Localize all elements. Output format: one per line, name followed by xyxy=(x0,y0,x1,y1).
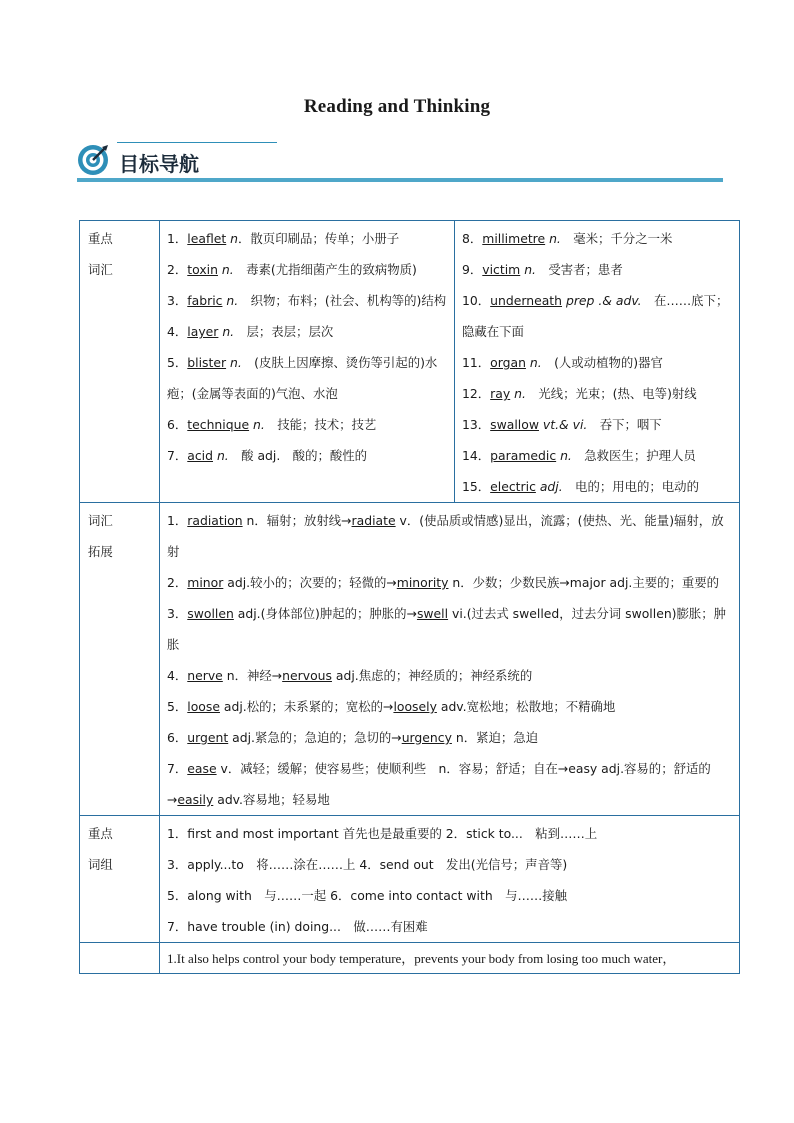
vocab-ext-entry: 1．radiation n．辐射；放射线→radiate v．(使品质或情感)显出，流露；(使热、光、能量)辐射，放射 xyxy=(167,513,724,559)
key-vocab-left xyxy=(160,221,455,503)
phrase-line: 5．along with 与……一起 6．come into contact with 与……接触 xyxy=(167,888,568,903)
row-header: 重点 词组 xyxy=(80,816,160,943)
phrase-line: 1．first and most important 首先也是最重要的 2．stick to... 粘到……上 xyxy=(167,826,598,841)
vocab-ext-entry: 3．swollen adj.(身体部位)肿起的；肿胀的→swell vi.(过去式 swelled，过去分词 swollen)膨胀；肿胀 xyxy=(167,606,727,652)
table-row xyxy=(80,503,740,816)
sentence-line: 1.It also helps control your body temperature，prevents your body from losing too much water， xyxy=(167,951,676,966)
vocab-entry: 6．technique n. 技能；技术；技艺 xyxy=(167,417,377,432)
section-label: 目标导航 xyxy=(119,152,199,176)
vocab-entry: 10．underneath prep .& adv. 在……底下；隐藏在下面 xyxy=(462,293,729,339)
vocab-entry: 15．electric adj. 电的；用电的；电动的 xyxy=(462,479,699,494)
vocab-entry: 4．layer n. 层；表层；层次 xyxy=(167,324,334,339)
row-header: 重点 词汇 xyxy=(80,221,160,503)
phrase-line: 3．apply...to 将……涂在……上 4．send out 发出(光信号；声音等) xyxy=(167,857,568,872)
table-row xyxy=(80,943,740,974)
section-header xyxy=(77,140,725,184)
sentences-cell xyxy=(160,943,740,974)
vocab-ext-entry: 5．loose adj.松的；未系紧的；宽松的→loosely adv.宽松地；松散地；不精确地 xyxy=(167,699,616,714)
key-vocab-right xyxy=(455,221,740,503)
vocab-entry: 1．leaflet n．散页印刷品；传单；小册子 xyxy=(167,231,400,246)
header-bottom-rule xyxy=(77,178,723,182)
header-top-rule xyxy=(117,142,277,143)
table-row xyxy=(80,816,740,943)
row-header xyxy=(80,943,160,974)
vocab-entry: 8．millimetre n. 毫米；千分之一米 xyxy=(462,231,673,246)
key-phrases-cell xyxy=(160,816,740,943)
vocab-entry: 13．swallow vt.& vi. 吞下；咽下 xyxy=(462,417,662,432)
page-title: Reading and Thinking xyxy=(303,96,491,117)
vocab-entry: 5．blister n. (皮肤上因摩擦、烫伤等引起的)水疱；(金属等表面的)气泡、水泡 xyxy=(167,355,438,401)
row-header: 词汇 拓展 xyxy=(80,503,160,816)
vocab-entry: 12．ray n. 光线；光束；(热、电等)射线 xyxy=(462,386,697,401)
vocab-entry: 7．acid n. 酸 adj. 酸的；酸性的 xyxy=(167,448,368,463)
vocabulary-table xyxy=(79,220,740,974)
vocab-ext-entry: 7．ease v．减轻；缓解；使容易些；使顺利些 n．容易；舒适；自在→easy adj.容易的；舒适的→easily adv.容易地；轻易地 xyxy=(167,761,711,807)
target-icon xyxy=(77,144,109,176)
vocab-ext-entry: 6．urgent adj.紧急的；急迫的；急切的→urgency n．紧迫；急迫 xyxy=(167,730,539,745)
vocab-entry: 3．fabric n. 织物；布料；(社会、机构等的)结构 xyxy=(167,293,447,308)
phrase-line: 7．have trouble (in) doing... 做……有困难 xyxy=(167,919,428,934)
vocab-entry: 9．victim n. 受害者；患者 xyxy=(462,262,623,277)
table-row xyxy=(80,221,740,503)
vocab-ext-cell xyxy=(160,503,740,816)
vocab-entry: 11．organ n. (人或动植物的)器官 xyxy=(462,355,663,370)
vocab-entry: 2．toxin n. 毒素(尤指细菌产生的致病物质) xyxy=(167,262,417,277)
vocab-ext-entry: 2．minor adj.较小的；次要的；轻微的→minority n．少数；少数民族→major adj.主要的；重要的 xyxy=(167,575,720,590)
vocab-ext-entry: 4．nerve n．神经→nervous adj.焦虑的；神经质的；神经系统的 xyxy=(167,668,533,683)
vocab-entry: 14．paramedic n. 急救医生；护理人员 xyxy=(462,448,696,463)
